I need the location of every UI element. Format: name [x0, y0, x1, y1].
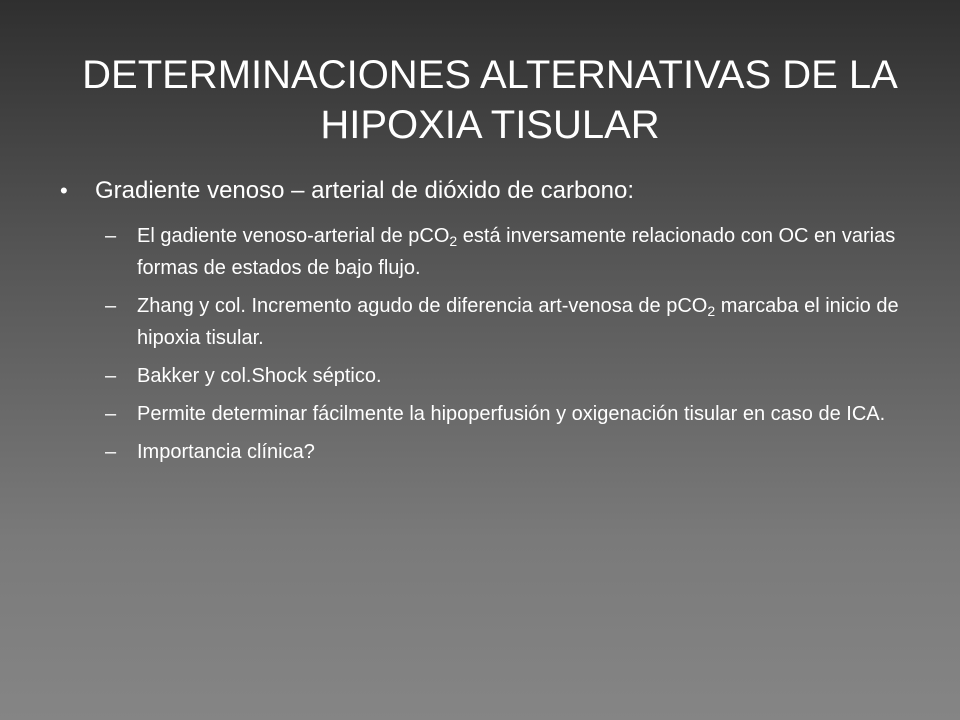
sub-bullet-item — [105, 398, 920, 430]
title-line-1: DETERMINACIONES ALTERNATIVAS DE LA — [82, 53, 898, 97]
title-line-2: HIPOXIA TISULAR — [320, 103, 660, 147]
sub-bullet-item — [105, 290, 920, 354]
main-bullet — [60, 174, 920, 208]
dash-icon: – — [105, 225, 117, 247]
sub-bullet-text: Permite determinar fácilmente la hipoperfusión y oxigenación tisular en caso de ICA. — [137, 403, 886, 425]
dash-icon: – — [105, 295, 117, 317]
sub-bullet-text — [137, 220, 920, 284]
dash-icon: – — [105, 441, 117, 463]
slide-title — [40, 50, 940, 150]
sub-bullet-item — [105, 360, 920, 392]
sub-bullet-item — [105, 436, 920, 468]
sub-bullet-list — [105, 220, 920, 468]
dash-icon: – — [105, 403, 117, 425]
dash-icon: – — [105, 365, 117, 387]
sub-bullet-text-part: marcaba el inicio de hipoxia tisular. — [137, 295, 899, 349]
subscript: 2 — [707, 303, 716, 319]
sub-bullet-text-part: está inversamente relacionado con OC en varias formas de estados de bajo flujo. — [137, 225, 896, 279]
sub-bullet-item — [105, 220, 920, 284]
sub-bullet-text: Bakker y col.Shock séptico. — [137, 365, 382, 387]
bullet-icon: • — [60, 178, 68, 203]
sub-bullet-text — [137, 290, 920, 354]
sub-bullet-text-part: El gadiente venoso-arterial de pCO — [137, 225, 450, 247]
subscript: 2 — [449, 233, 458, 249]
sub-bullet-text-part: Zhang y col. Incremento agudo de diferencia art-venosa de pCO — [137, 295, 708, 317]
main-bullet-text: Gradiente venoso – arterial de dióxido de carbono: — [95, 177, 635, 204]
sub-bullet-text: Importancia clínica? — [137, 441, 315, 463]
slide-content — [60, 174, 920, 474]
